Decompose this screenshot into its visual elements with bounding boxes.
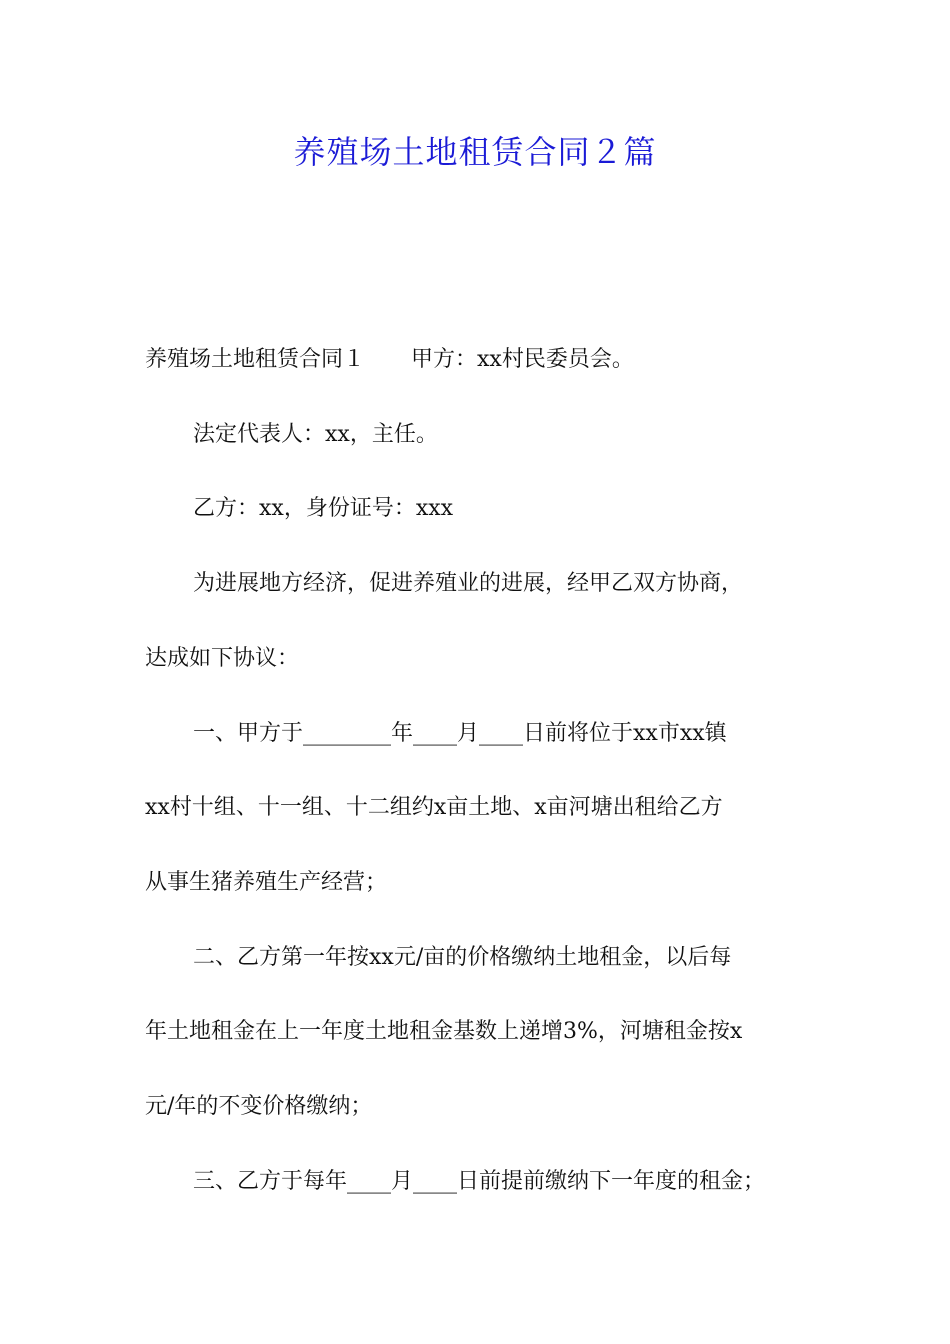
preamble-line-1: 为进展地方经济，促进养殖业的进展，经甲乙双方协商，: [193, 571, 744, 596]
clause-2-line-1: 二、乙方第一年按xx元/亩的价格缴纳土地租金，以后每: [193, 945, 732, 970]
party-a-line: 甲方：xx村民委员会。: [411, 347, 634, 372]
clause-1-line-2: xx村十组、十一组、十二组约x亩土地、x亩河塘出租给乙方: [145, 795, 723, 820]
clause-1-line-3: 从事生猪养殖生产经营；: [145, 870, 388, 895]
preamble-line-2: 达成如下协议：: [145, 646, 300, 671]
clause-2-line-2: 年土地租金在上一年度土地租金基数上递增3%，河塘租金按x: [145, 1019, 743, 1044]
legal-representative-line: 法定代表人：xx，主任。: [193, 422, 438, 447]
contract-heading-line: [145, 342, 634, 378]
clause-3-line-1: 三、乙方于每年____月____日前提前缴纳下一年度的租金；: [193, 1169, 766, 1194]
clause-2-line-3: 元/年的不变价格缴纳；: [145, 1094, 373, 1119]
document-title: 养殖场土地租赁合同２篇: [293, 133, 657, 171]
clause-1-line-1: 一、甲方于________年____月____日前将位于xx市xx镇: [193, 721, 727, 746]
contract-subtitle: 养殖场土地租赁合同１: [145, 347, 366, 372]
party-b-line: 乙方：xx，身份证号：xxx: [193, 496, 454, 521]
